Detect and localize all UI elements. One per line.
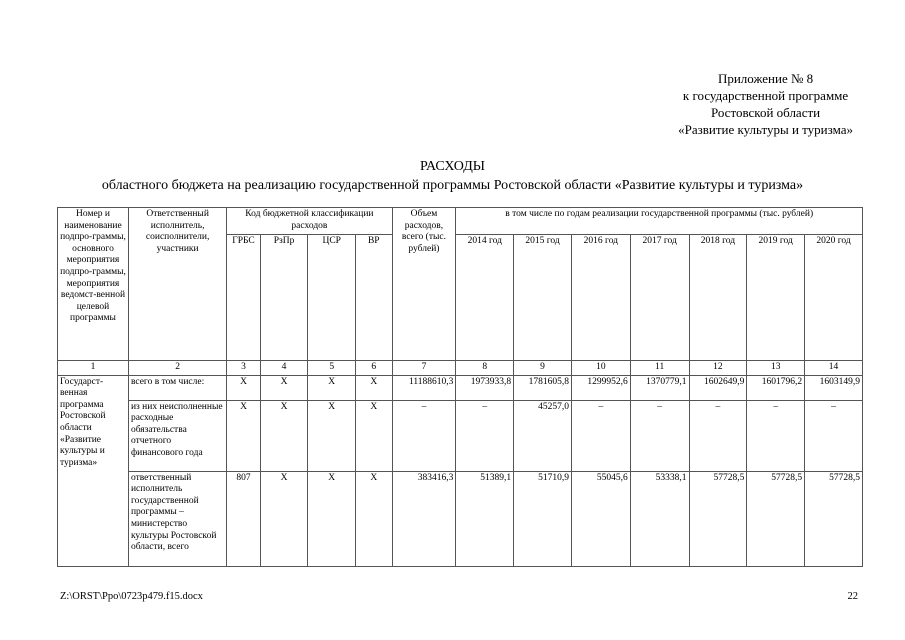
grbs-cell: Х: [227, 400, 260, 471]
table-row: [58, 400, 863, 471]
year-value: –: [747, 400, 805, 471]
year-value: –: [630, 400, 689, 471]
document-heading: РАСХОДЫ: [420, 159, 485, 174]
header-year: 2015 год: [514, 235, 572, 361]
header-year: 2014 год: [456, 235, 514, 361]
year-value: –: [456, 400, 514, 471]
vr-cell: Х: [356, 471, 393, 566]
program-name: Государст-венная программа Ростовской области «Развитие культуры и туризма»: [58, 375, 129, 566]
rzpr-cell: Х: [260, 400, 308, 471]
year-value: 51710,9: [514, 471, 572, 566]
file-path: Z:\ORST\Ppo\0723p479.f15.docx: [60, 591, 203, 602]
column-number: 3: [227, 361, 260, 376]
column-number: 11: [630, 361, 689, 376]
appendix-line: «Развитие культуры и туризма»: [678, 122, 853, 137]
year-value: 1603149,9: [805, 375, 863, 400]
year-value: 1602649,9: [689, 375, 747, 400]
appendix-line: к государственной программе: [682, 88, 849, 103]
rzpr-cell: Х: [260, 471, 308, 566]
csr-cell: Х: [308, 400, 356, 471]
appendix-line: Ростовской области: [710, 105, 821, 120]
page-number: 22: [847, 591, 858, 602]
header-csr: ЦСР: [308, 235, 356, 361]
table-row: [58, 471, 863, 566]
grbs-cell: Х: [227, 375, 260, 400]
header-program-number: Номер и наименование подпро-граммы, основного мероприятия подпро-граммы, мероприятия ведомст-венной целевой программы: [58, 208, 129, 361]
appendix-line: Приложение № 8: [717, 71, 814, 86]
total-cell: 11188610,3: [392, 375, 456, 400]
column-number: 8: [456, 361, 514, 376]
csr-cell: Х: [308, 375, 356, 400]
year-value: 57728,5: [689, 471, 747, 566]
header-year: 2018 год: [689, 235, 747, 361]
header-year: 2016 год: [571, 235, 630, 361]
header-vr: ВР: [356, 235, 393, 361]
total-cell: 383416,3: [392, 471, 456, 566]
year-value: 1781605,8: [514, 375, 572, 400]
column-number: 12: [689, 361, 747, 376]
year-value: –: [571, 400, 630, 471]
year-value: –: [805, 400, 863, 471]
year-value: 57728,5: [747, 471, 805, 566]
document-subheading: областного бюджета на реализацию государственной программы Ростовской области «Развитие культуры и туризма»: [101, 178, 804, 193]
column-number: 7: [392, 361, 456, 376]
csr-cell: Х: [308, 471, 356, 566]
column-number: 10: [571, 361, 630, 376]
header-year: 2017 год: [630, 235, 689, 361]
column-number: 6: [356, 361, 393, 376]
row-label: из них неисполненные расходные обязательства отчетного финансового года: [128, 400, 226, 471]
year-value: 1370779,1: [630, 375, 689, 400]
column-number: 1: [58, 361, 129, 376]
expenses-table: [57, 207, 863, 567]
year-value: 1299952,6: [571, 375, 630, 400]
vr-cell: Х: [356, 375, 393, 400]
column-number: 14: [805, 361, 863, 376]
year-value: 55045,6: [571, 471, 630, 566]
header-rzpr: РзПр: [260, 235, 308, 361]
year-value: 1601796,2: [747, 375, 805, 400]
row-label: ответственный исполнитель государственной программы – министерство культуры Ростовской области, всего: [128, 471, 226, 566]
header-by-year: в том числе по годам реализации государственной программы (тыс. рублей): [456, 208, 863, 235]
year-value: 1973933,8: [456, 375, 514, 400]
vr-cell: Х: [356, 400, 393, 471]
year-value: 53338,1: [630, 471, 689, 566]
header-executor: Ответственный исполнитель, соисполнители, участники: [128, 208, 226, 361]
column-number: 5: [308, 361, 356, 376]
year-value: –: [689, 400, 747, 471]
year-value: 51389,1: [456, 471, 514, 566]
grbs-cell: 807: [227, 471, 260, 566]
header-year: 2020 год: [805, 235, 863, 361]
column-number: 13: [747, 361, 805, 376]
header-volume: Объем расходов, всего (тыс. рублей): [392, 208, 456, 361]
year-value: 57728,5: [805, 471, 863, 566]
rzpr-cell: Х: [260, 375, 308, 400]
row-label: всего в том числе:: [128, 375, 226, 400]
table-row: [58, 375, 863, 400]
column-number: 9: [514, 361, 572, 376]
header-year: 2019 год: [747, 235, 805, 361]
header-budget-code: Код бюджетной классификации расходов: [227, 208, 392, 235]
column-number: 2: [128, 361, 226, 376]
appendix-block: [678, 70, 853, 138]
year-value: 45257,0: [514, 400, 572, 471]
total-cell: –: [392, 400, 456, 471]
header-grbs: ГРБС: [227, 235, 260, 361]
column-number: 4: [260, 361, 308, 376]
